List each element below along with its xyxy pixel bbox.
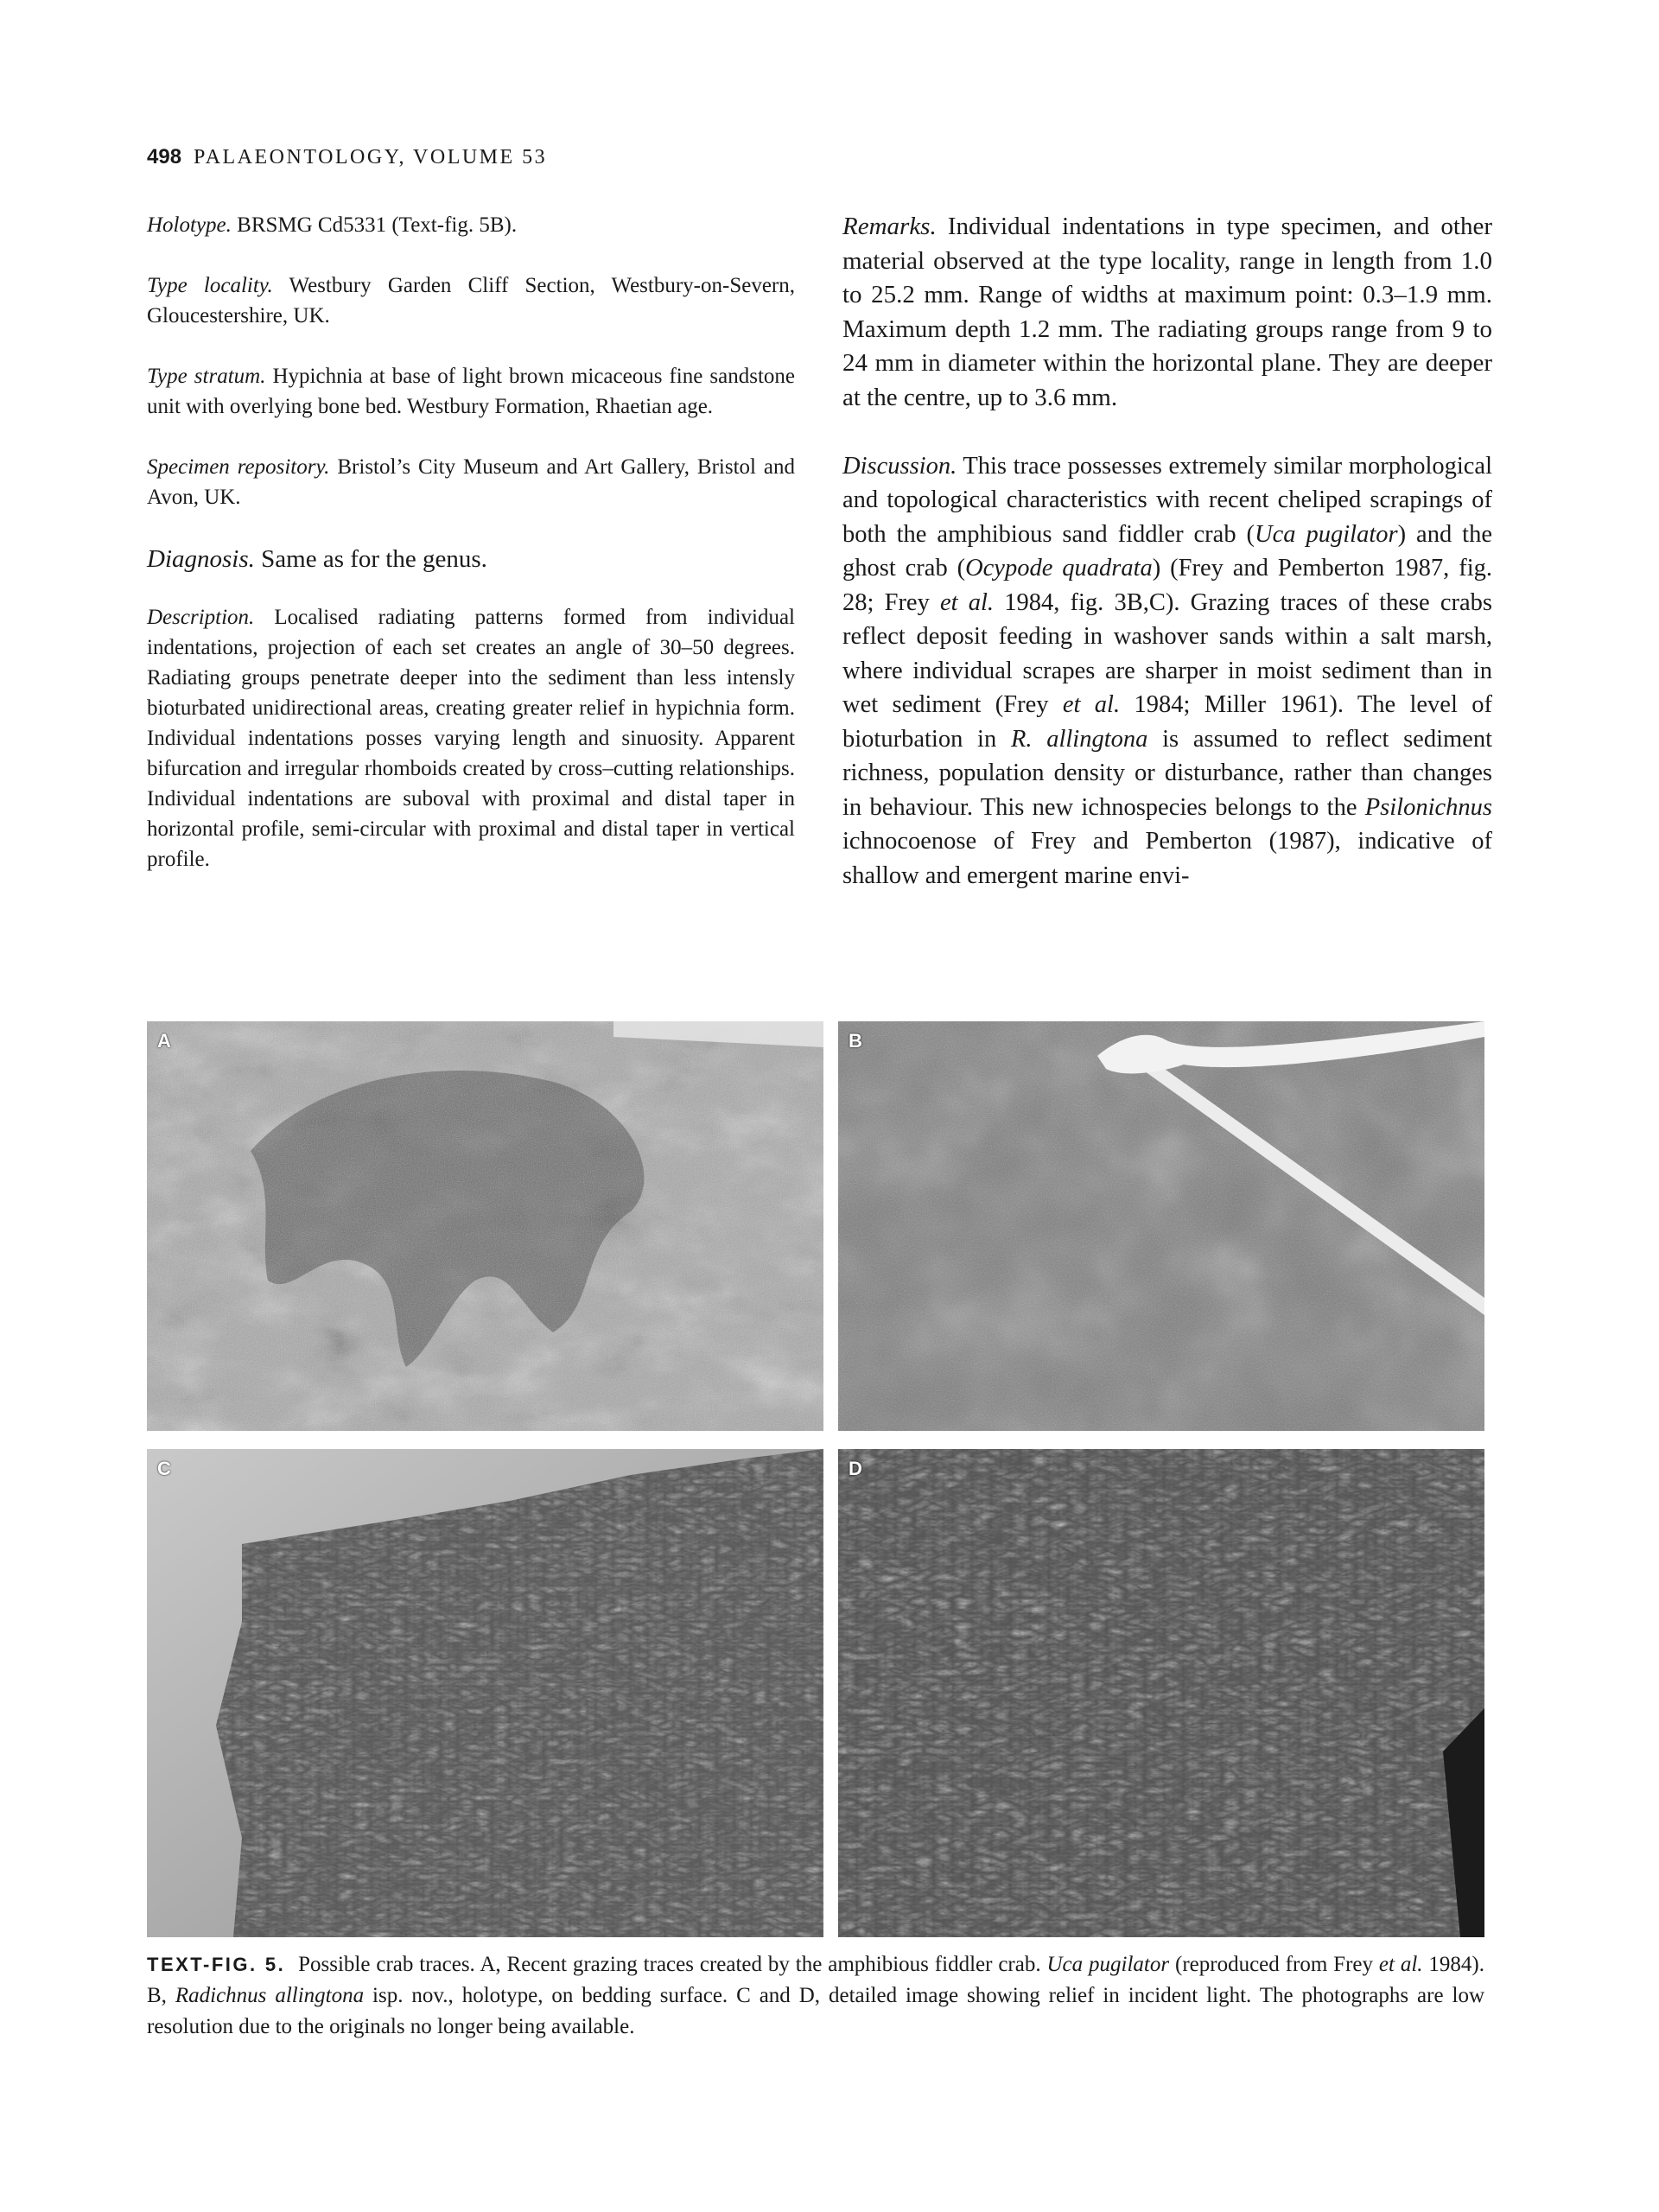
- repository-heading: Specimen repository.: [147, 455, 330, 479]
- type-locality-heading: Type locality.: [147, 274, 273, 297]
- panel-c-image: [147, 1449, 823, 1937]
- type-stratum-text: Hypichnia at base of light brown micaceous fine sandstone unit with overlying bone bed. Westbury Formation, Rhaetian age.: [147, 365, 795, 418]
- panel-d-photo: [838, 1449, 1484, 1937]
- type-stratum-heading: Type stratum.: [147, 365, 266, 388]
- discussion-text-3: ) (Frey and Pemberton 1987, fig. 28; Frey: [842, 555, 1492, 616]
- discussion-text-7: ichnocoenose of Frey and Pemberton (1987), indicative of shallow and emergent marine envi-: [842, 828, 1492, 889]
- journal-title: PALAEONTOLOGY, VOLUME 53: [194, 146, 548, 168]
- discussion-text-5: 1984; Miller 1961). The level of bioturbation in: [842, 691, 1492, 753]
- remarks-paragraph: [842, 210, 1492, 415]
- holotype-heading: Holotype.: [147, 213, 232, 237]
- caption-text-4: isp. nov., holotype, on bedding surface. C and D, detailed image showing relief in incident light. The photographs are low resolution due to the originals no longer being available.: [147, 1984, 1485, 2038]
- remarks-heading: Remarks.: [842, 213, 937, 240]
- running-head: [147, 145, 547, 169]
- caption-text-2: (reproduced from Frey: [1169, 1953, 1379, 1976]
- et-al-1: et al.: [940, 588, 995, 616]
- panel-d-image: [838, 1449, 1484, 1937]
- repository-paragraph: [147, 452, 795, 512]
- discussion-text-6: is assumed to reflect sediment richness, population density or disturbance, rather than changes in behaviour. This new ichnospecies belongs to the: [842, 725, 1492, 821]
- description-text: Localised radiating patterns formed from individual indentations, projection of each set creates an angle of 30–50 degrees. Radiating groups penetrate deeper into the sediment than less intensly bioturbated unidirectional areas, creating greater relief in hypichnia form. Individual indentations posses varying length and sinuosity. Apparent bifurcation and irregular rhomboids created by cross–cutting relationships. Individual indentations are suboval with proximal and distal taper in horizontal profile, semi-circular with proximal and distal taper in vertical profile.: [147, 606, 795, 871]
- holotype-paragraph: [147, 210, 795, 240]
- panel-label-a: A: [157, 1030, 171, 1052]
- diagnosis-heading: Diagnosis.: [147, 545, 255, 573]
- text-fig-5: [147, 1021, 1484, 1937]
- remarks-text: Individual indentations in type specimen, and other material observed at the type locality, range in length from 1.0 to 25.2 mm. Range of widths at maximum point: 0.3–1.9 mm. Maximum depth 1.2 mm. The radiating groups range from 9 to 24 mm in diameter within the horizontal plane. They are deeper at the centre, up to 3.6 mm.: [842, 213, 1492, 411]
- discussion-text-4: 1984, fig. 3B,C). Grazing traces of these crabs reflect deposit feeding in washover sands within a salt marsh, where individual scrapes are sharper in moist sediment than in wet sediment (Frey: [842, 588, 1492, 718]
- discussion-text-2: ) and the ghost crab (: [842, 520, 1492, 582]
- panel-label-b: B: [849, 1030, 862, 1052]
- taxon-psilonichnus: Psilonichnus: [1364, 793, 1492, 821]
- discussion-paragraph: [842, 449, 1492, 893]
- panel-c-photo: [147, 1449, 823, 1937]
- description-paragraph: [147, 602, 795, 874]
- type-stratum-paragraph: [147, 361, 795, 422]
- panel-label-c: C: [157, 1458, 171, 1479]
- taxon-uca: Uca pugilator: [1255, 520, 1398, 548]
- taxon-r-allingtona: R. allingtona: [1010, 725, 1148, 753]
- diagnosis-paragraph: [147, 543, 795, 576]
- right-column: [842, 210, 1492, 893]
- caption-text-1: Possible crab traces. A, Recent grazing traces created by the amphibious fiddler crab.: [292, 1953, 1047, 1976]
- caption-label: TEXT-FIG. 5.: [147, 1954, 286, 1975]
- figure-caption: [147, 1949, 1484, 2043]
- panel-label-d: D: [849, 1458, 862, 1479]
- holotype-text: BRSMG Cd5331 (Text-fig. 5B).: [231, 213, 518, 237]
- page-number: 498: [147, 145, 182, 168]
- type-locality-paragraph: [147, 270, 795, 331]
- caption-text-3: 1984). B,: [147, 1953, 1485, 2007]
- caption-et-al: et al.: [1378, 1953, 1423, 1976]
- panel-b-photo: [838, 1021, 1484, 1431]
- discussion-heading: Discussion.: [842, 452, 957, 480]
- caption-taxon-radichnus: Radichnus allingtona: [175, 1984, 365, 2007]
- discussion-text-1: This trace possesses extremely similar morphological and topological characteristics with recent cheliped scrapings of both the amphibious sand fiddler crab (: [842, 452, 1492, 548]
- panel-a-image: [147, 1021, 823, 1431]
- diagnosis-text: Same as for the genus.: [254, 545, 487, 573]
- repository-text: Bristol’s City Museum and Art Gallery, Bristol and Avon, UK.: [147, 455, 795, 509]
- description-heading: Description.: [147, 606, 255, 629]
- left-column: [147, 210, 795, 905]
- panel-b-image: [838, 1021, 1484, 1431]
- caption-taxon-uca: Uca pugilator: [1046, 1953, 1170, 1976]
- taxon-ocypode: Ocypode quadrata: [965, 555, 1153, 582]
- type-locality-text: Westbury Garden Cliff Section, Westbury-on-Severn, Gloucestershire, UK.: [147, 274, 795, 327]
- panel-a-photo: [147, 1021, 823, 1431]
- et-al-2: et al.: [1062, 691, 1121, 718]
